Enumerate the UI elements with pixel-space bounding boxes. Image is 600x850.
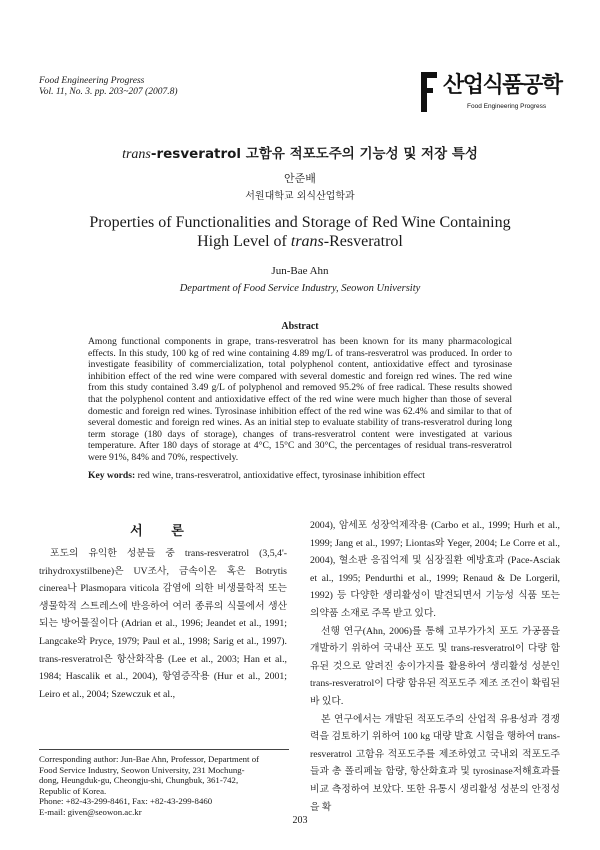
journal-volume: Vol. 11, No. 3. pp. 203~207 (2007.8) [39, 87, 178, 97]
footnote-line: Phone: +82-43-299-8461, Fax: +82-43-299-8460 [39, 796, 213, 807]
footnote-line: Food Service Industry, Seowon University, 231 Mochung- [39, 764, 245, 775]
intro-paragraph-3: 본 연구에서는 개발된 적포도주의 산업적 유용성과 경쟁력을 검토하기 위하여 100 kg 대량 발효 시험을 행하여 trans-resveratrol 고함유 적포도주를 제조하였고 국내외 적포도주들과 총 폴리페놀 함량, 항산화효과 및 tyrosinase저해효과를 비교 측정하여 보았다. 또한 유통시 생리활성 성분의 안정성을 확 [310, 713, 560, 813]
abstract-body: Among functional components in grape, trans-resveratrol has been known for its many pharmacological effects. In this study, 100 kg of red wine containing 4.89 mg/L of trans-resveratrol was produced. In order to investigate feasibility of commercialization, total polyphenol content, antioxidative effect and tyrosinase inhibition effect of the red wine were compared with several domestic and foreign red wines. The red wine from this study contained 3.49 g/L of polyphenol and removed 95.2% of free radical. These results showed that the polyphenol content and antioxidative effect of the red wine were much higher than those of several domestic and foreign red wines. Tyrosinase inhibition effect of the red wine was 62.4% and similar to that of several domestic and foreign red wines. As an initial step to evaluate stability of trans-resveratrol during long term storage (180 days of storage), changes of trans-resveratrol content were investigated at various temperature. After 180 days of storage at 4°C, 15°C and 30°C, the percentages of residual trans-resveratrol were 91%, 84% and 70%, respectively. [88, 336, 512, 463]
abstract-heading: Abstract [281, 321, 319, 332]
english-title-line2-italic: trans [290, 233, 324, 250]
korean-title-rest: -resveratrol 고함유 적포도주의 기능성 및 저장 특성 [150, 146, 478, 162]
english-title-line2-prefix: High Level of [197, 233, 291, 250]
korean-affiliation: 서원대학교 외식산업학과 [245, 191, 355, 202]
footnote-line: E-mail: given@seowon.ac.kr [39, 806, 142, 817]
journal-info [39, 76, 178, 98]
corresponding-author-footnote [39, 754, 294, 818]
left-column [39, 545, 287, 703]
english-title-line1: Properties of Functionalities and Storage of Red Wine Containing [89, 214, 511, 231]
english-title-line2-suffix: -Resveratrol [323, 233, 403, 250]
english-author: Jun-Bae Ahn [271, 265, 329, 277]
keywords-label: Key words: [88, 470, 136, 481]
keywords [88, 470, 512, 482]
intro-paragraph-1-continued: 2004), 암세포 성장억제작용 (Carbo et al., 1999; Hurh et al., 1999; Jang et al., 1997; Liontas와 Yeger, 2004; Le Corre et al., 2004), 혈소판 응집억제 및 심장질환 예방효과 (Pace-Asciak et al., 1995; Pendurthi et al., 1999; Renaud & De Lorgeril, 1992) 등 다양한 생리활성이 발견되면서 기능성 식품 또는 의약품 소재로 주목 받고 있다. [310, 520, 560, 619]
footnote-line: Republic of Korea. [39, 785, 107, 796]
english-title-line2 [60, 232, 540, 251]
footnote-line: dong, Heungduk-gu, Cheongju-shi, Chungbuk, 361-742, [39, 775, 239, 786]
korean-title-italic: trans [122, 147, 151, 162]
keywords-text: red wine, trans-resveratrol, antioxidative effect, tyrosinase inhibition effect [137, 470, 425, 481]
logo-english-text: Food Engineering Progress [467, 103, 547, 110]
journal-name: Food Engineering Progress [39, 76, 145, 86]
right-column [310, 517, 560, 816]
intro-paragraph-2: 선행 연구(Ahn, 2006)를 통해 고부가가치 포도 가공품을 개발하기 위하여 국내산 포도 및 trans-resveratrol이 다량 함유된 것으로 알려진 송이가지를 활용하여 생리활성 성분인 trans-resveratrol이 다량 함유된 적포도주 제조 조건이 확립된 바 있다. [310, 625, 560, 707]
footnote-divider [39, 749, 289, 750]
journal-logo [421, 70, 562, 116]
section-heading-introduction: 서 론 [130, 524, 196, 539]
english-title [60, 213, 540, 251]
footnote-line: Corresponding author: Jun-Bae Ahn, Professor, Department of [39, 754, 260, 764]
korean-author: 안준배 [284, 172, 316, 185]
english-affiliation: Department of Food Service Industry, Seowon University [179, 283, 421, 294]
logo-f-mark-icon [421, 72, 437, 112]
korean-title [0, 142, 600, 163]
logo-korean-text: 산업식품공학 [443, 73, 562, 98]
intro-paragraph-1: 포도의 유익한 성분들 중 trans-resveratrol (3,5,4'-trihydroxystilbene)은 UV조사, 금속이온 혹은 Botrytis cinerea나 Plasmopara viticola 감염에 의한 비생물학적 또는 생물학적 스트레스에 반응하여 여러 종류의 식물에서 생산되는 방어물질이다 (Adrian et al., 1996; Jeandet et al., 1991; Langcake와 Pryce, 1979; Paul et al., 1998; Sarig et al., 1997). trans-resveratrol은 항산화작용 (Lee et al., 2003; Han et al., 1984; Hascalik et al., 2004), 항염증작용 (Hur et al., 2001; Leiro et al., 2004; Szewczuk et al., [39, 548, 287, 700]
page-number: 203 [292, 815, 308, 826]
